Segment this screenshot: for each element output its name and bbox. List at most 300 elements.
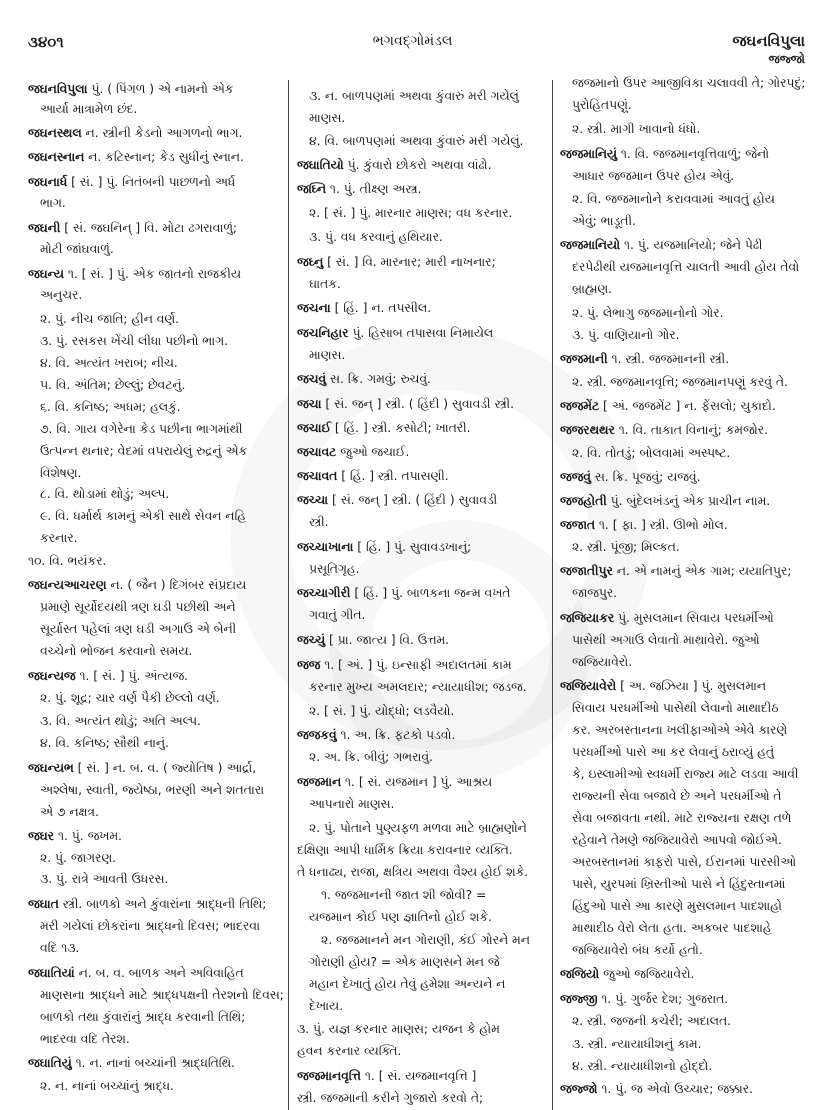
definition-text: ૨. પું. શૂદ્ર; ચાર વર્ણ પૈકી છેલ્લો વર્ણ. [40,691,220,705]
entry-headword-line [560,563,812,579]
headword: જઘાતિયો [297,158,344,172]
headword: જચનિહાર [297,326,349,340]
definition-text: ૨. સ્ત્રી. માગી ખાવાનો ધંધો. [572,122,701,136]
entry-headword-line [28,577,284,593]
entry-line [40,508,284,524]
entry-headword-line [28,668,284,684]
definition-text: ઉત્પન્ન થનાર; વેદમાં વપરાયેલું રુદ્રનું એક [40,444,248,458]
headword: જજાતીપુર [560,564,613,578]
entry-line [572,1013,812,1029]
entry-line [297,1090,549,1106]
running-title: ભગવદ્ગોમંડલ [372,33,453,49]
definition-text: પું. બુંદેલખંડનું એક પ્રાચીન નામ. [606,494,771,508]
definition-text: પુરોહિતપણું. [572,98,632,112]
definition-text: બાળકો તથા કુંવારાંનું શ્રાદ્ધ કરવાની તિથિ; [40,1010,246,1024]
definition-text: [ સં. ] ન. બ. વ. ( જ્યોતિષ ) આર્દ્રા, [73,761,257,775]
entry-line [572,788,812,804]
entry-headword-line [28,149,284,165]
definition-text: ૨. પું. નીચ જાતિ; હીન વર્ણ. [40,312,180,326]
entry-line [309,607,549,623]
headword: જચાઈ [297,421,331,435]
entry-line [572,654,812,670]
entry-line [572,259,812,275]
entry-headword-line [560,493,812,509]
definition-text: ૩. પું. રાત્રે આવતી ઉધરસ. [40,872,169,886]
definition-text: અનુચર. [40,288,83,302]
entry-line [309,347,549,363]
entry-line [572,632,812,648]
entry-headword-line [28,125,284,141]
definition-text: ૨. વિ. જજમાનોને કરાવવામાં આવતું હોય [572,192,775,206]
definition-text: ૧. [ સં. યજમાનવૃત્તિ ] [360,1069,477,1083]
definition-text: પાસેથી અગાઉ લેવાતો માથાવેરો. જુઓ [572,633,760,647]
headword: જચ્ચાગીરી [297,586,351,600]
definition-text: સ. ક્રિ. પૂજવું; યજવું. [590,470,701,484]
definition-text: માથાદીઠ વેરો લેતા હતા. અકબર પાદશાહે [572,921,772,935]
entry-headword-line [297,774,549,790]
definition-text: ૩. વિ. અત્યંત થોડું; અતિ અલ્પ. [40,714,201,728]
entry-headword-line [560,1081,812,1097]
headword: જજવું [560,470,591,484]
definition-text: ૨. [ સં. ] પું. મારનાર માણસ; વધ કરનાર. [309,206,513,220]
entry-headword-line [28,266,284,282]
entry-line [40,377,284,393]
dictionary-column-1 [28,0,284,1110]
entry-headword-line [560,422,812,438]
entry-line [309,205,549,221]
entry-line [309,976,549,992]
definition-text: [ હિં. ] સ્ત્રી. કસોટી; ખાતરી. [330,421,471,435]
column-divider [552,80,553,1110]
definition-text: પું. કુંવારો છોકરો અથવા વાંઢો. [343,158,492,172]
headword: જચા [297,397,322,411]
entry-headword-line [297,254,549,270]
definition-text: [ હિં. ] સ્ત્રી. તપાસણી. [337,469,449,483]
definition-text: સ. ક્રિ. ગમવું; રુચવું. [326,372,431,386]
entry-headword-line [560,146,812,162]
definition-text: ૧૦. વિ. ભયંકર. [28,554,107,568]
entry-line [309,561,549,577]
entry-line [572,539,812,555]
entry-headword-line [560,469,812,485]
definition-text: ૮. વિ. થોડામાં થોડું; અલ્પ. [40,487,170,501]
definition-text: ૩. પું. યજ્ઞ કરનાર માણસ; યજન કે હોમ [297,1022,500,1036]
definition-text: વચ્ચેનો ભોજન કરવાનો સમય. [40,644,193,658]
headword: જચવું [297,372,327,386]
definition-text: ૩. પું. વાણિયાનો ગોર. [572,328,680,342]
entry-headword-line [297,300,549,316]
entry-line [572,744,812,760]
dictionary-column-3 [560,0,812,1110]
headword: જઘન્યઆચરણ [28,578,107,592]
definition-text: ૨. પું. જાગરણ. [40,851,116,865]
entry-line [40,443,284,459]
entry-headword-line [297,325,549,341]
definition-text: દેખાય. [309,999,343,1013]
definition-text: તે ધનાઢ્ય, રાજા, ક્ષત્રિય અથવા વૈશ્ય હોઈ શકે. [297,865,529,879]
entry-line [309,514,549,530]
definition-text: ૧. પું. જખમ. [54,829,122,843]
definition-text: એવું; ભાડૂતી. [572,214,636,228]
entry-headword-line [28,965,284,981]
headword: જજમાન [297,775,342,789]
column-divider [288,80,289,1110]
definition-text: ૧. સ્ત્રી. જજમાનની સ્ત્રી. [607,352,730,366]
headword: જજહોતી [560,494,607,508]
definition-text: અરબસ્તાનમાં કાફરો પાસે, ઈરાનમાં પારસીઓ [572,855,796,869]
entry-line [309,954,549,970]
entry-line [40,465,284,481]
headword: જજિયાવેરો [560,679,617,693]
definition-text: [ અં. જજમેંટ ] ન. ફેંસલો; ચુકાદો. [599,399,776,413]
definition-text: ૩. ન. બાળપણમાં અથવા કુંવારું મરી ગયેલું [309,89,519,103]
entry-line [572,942,812,958]
headword: જચ્ચું [297,633,326,647]
entry-headword-line [560,678,812,694]
headword: જઘનસ્નાન [28,150,85,164]
definition-text: સ્ત્રી. બાળકો અને કુંવારાંના શ્રાદ્ધની તિથિ; [58,897,267,911]
definition-text: આધાર જજમાન ઉપર હોય એવું. [572,169,735,183]
headword: જઘન્યજ [28,669,76,683]
definition-text: ૪. વિ. કનિષ્ઠ; સૌથી નાનું. [40,736,169,750]
headword: જજિયો [560,967,600,981]
headword: જઘર [28,829,55,843]
headword: જઘનાર્ધ [28,175,68,189]
definition-text: યજમાન કોઈ પણ જ્ઞાતિનો હોઈ શકે. [309,910,492,924]
definition-text: માણસ. [309,348,346,362]
definition-text: ૧. વિ. તાકાત વિનાનું; કમજોર. [614,423,768,437]
entry-line [572,722,812,738]
definition-text: ૨. [ સં. ] પું. યોદ્ધો; લડવૈયો. [309,704,455,718]
definition-text: ન. એ નામનું એક ગામ; યયાતિપુર; [612,564,792,578]
entry-line [40,735,284,751]
definition-text: ગવાતું ગીત. [309,608,366,622]
entry-headword-line [297,727,549,743]
entry-line [309,229,549,245]
definition-text: ૧. વિ. જજમાનવૃત્તિવાળું; જેનો [616,147,770,161]
definition-text: ૨. વિ. તોતડું; બોલવામાં અસ્પષ્ટ. [572,446,731,460]
headword: જઘ્નુ [297,255,324,269]
entry-headword-line [297,539,549,555]
definition-text: માણસ. [309,111,346,125]
definition-text: માણસના શ્રાદ્ધને માટે શ્રાદ્ધપક્ષની તેરશનો દિવસ; [40,988,284,1002]
definition-text: ૩. પું. વધ કરવાનું હથિયાર. [309,230,443,244]
definition-text: હવન કરનાર વ્યક્તિ. [297,1044,402,1058]
definition-text: હિંદુઓ પાસે આ કારણે મુસલમાન પાદશાહો [572,899,782,913]
definition-text: [ અ. જઝિયા ] પું. મુસલમાન [616,679,767,693]
entry-line [40,940,284,956]
entry-line [309,796,549,812]
definition-text: કર. અરબસ્તાનના ખલીફાઓએ એવે કારણે [572,723,788,737]
entry-headword-line [28,828,284,844]
entry-headword-line [297,420,549,436]
definition-text: ૨. અ. ક્રિ. બીવું; ગભરાવું. [309,750,433,764]
headword: જઘાતિયું [28,1056,72,1070]
entry-line [297,864,549,880]
definition-text: ન. કટિસ્નાન; કેડ સુધીનું સ્નાન. [84,150,244,164]
entry-line [572,920,812,936]
entry-headword-line [297,585,549,601]
definition-text: ન. સ્ત્રીની કેડનો આગળનો ભાગ. [81,126,243,140]
entry-line [321,887,549,903]
entry-line [572,121,812,137]
definition-text: [ સં. ] વિ. મારનાર; મારી નાખનાર; [323,255,496,269]
entry-headword-line [560,991,812,1007]
definition-text: ૧. પું. તીક્ષ્ણ અસ્ત્ર. [326,182,422,196]
headword: જજાત [560,518,595,532]
headword: જચાવત [297,469,338,483]
headword: જઘનવિપુલા [28,82,88,96]
entry-line [572,445,812,461]
definition-text: જાજપુર. [572,586,618,600]
entry-line [309,110,549,126]
headword: જજકવું [297,728,337,742]
definition-text: દરપેઢીથી યજમાનવૃત્તિ ચાલતી આવી હોય તેવો [572,260,800,274]
definition-text: પું. ( પિંગળ ) એ નામનો એક [87,82,234,96]
definition-text: ૨. પું. લેભાગુ જજમાનોનો ગોર. [572,306,724,320]
definition-text: જુઓ જચાઈ. [336,445,410,459]
entry-headword-line [297,371,549,387]
headword: જઘનસ્થલ [28,126,82,140]
definition-text: જુઓ જજિયાવેરો. [599,967,695,981]
definition-text: [ હિં. ] ન. તપસીલ. [330,301,432,315]
definition-text: ૧. ન. નાનાં બચ્ચાંની શ્રાદ્ધતિથિ. [71,1056,235,1070]
entry-line [572,191,812,207]
headword: જઘની [28,221,61,235]
entry-headword-line [560,237,812,253]
definition-text: પું. મુસલમાન સિવાય પરધર્મીઓ [614,611,774,625]
headword: જજમાનિયો [560,238,621,252]
entry-line [40,871,284,887]
entry-line [40,782,284,798]
entry-line [572,75,812,91]
definition-text: વિશેષણ. [40,466,82,480]
guide-word-last: જજ્જો [768,52,805,66]
entry-line [297,1043,549,1059]
entry-line [40,621,284,637]
entry-line [40,1031,284,1047]
entry-line [40,195,284,211]
entry-headword-line [297,181,549,197]
definition-text: જજિયાવેરો. [572,655,633,669]
entry-line [40,1009,284,1025]
headword: જચ્ચા [297,493,329,507]
definition-text: સ્ત્રી. જજમાની કરીને ગુજારો કરવો તે; [297,1091,484,1105]
entry-line [572,281,812,297]
definition-text: એ ૭ નક્ષત્ર. [40,805,99,819]
definition-text: ૨. ન. નાનાં બચ્ચાંનું શ્રાદ્ધ. [40,1079,174,1093]
entry-headword-line [560,517,812,533]
headword: જઘન્ય [28,267,64,281]
headword: જચાવટ [297,445,337,459]
headword: જઘન્યભ [28,761,74,775]
entry-headword-line [297,657,549,673]
definition-text: ઘાતક. [309,277,341,291]
headword: જજિયાકર [560,611,615,625]
entry-headword-line [297,444,549,460]
entry-headword-line [297,157,549,173]
dictionary-column-2 [297,0,549,1110]
definition-text: ૧. [ ફા. ] સ્ત્રી. ઊભો મોલ. [595,518,728,532]
entry-line [572,168,812,184]
entry-headword-line [297,492,549,508]
entry-line [309,749,549,765]
definition-text: ૫. વિ. અંતિમ; છેલ્લું; છેવટનું. [40,378,186,392]
definition-text: આર્યા માત્રામેળ છંદ. [40,102,138,116]
definition-text: સ્ત્રી. [309,515,329,529]
definition-text: પાસે, યુરપમાં ખ્રિસ્તીઓ પાસે ને હિંદુસ્તાનમાં [572,877,786,891]
definition-text: દક્ષિણા આપી ધાર્મિક ક્રિયા કરાવનાર વ્યક્તિ. [297,843,513,857]
entry-line [572,305,812,321]
entry-headword-line [297,468,549,484]
entry-headword-line [560,610,812,626]
entry-line [309,276,549,292]
entry-line [40,1078,284,1094]
entry-line [572,585,812,601]
entry-headword-line [297,1068,549,1084]
definition-text: મોટી જાંઘવાળું. [40,242,114,256]
entry-line [40,486,284,502]
definition-text: ૯. વિ. ધર્માર્થ કામનું એકી સાથે સેવન નહિ [40,509,246,523]
definition-text: ૨. સ્ત્રી. પૂંજી; મિલ્કત. [572,540,680,554]
entry-line [40,690,284,706]
entry-line [572,810,812,826]
entry-line [28,553,284,569]
headword: જજ્જો [560,1082,598,1096]
definition-text: [ સં. જન્ ] સ્ત્રી. ( હિંદી ) સુવાવડી સ્ત્રી. [321,397,514,411]
entry-line [309,820,549,836]
entry-line [297,1021,549,1037]
entry-line [40,399,284,415]
definition-text: [ હિં. ] પું. બાળકના જન્મ વખતે [350,586,511,600]
definition-text: ૨. સ્ત્રી. જજની કચેરી; અદાલત. [572,1014,731,1028]
entry-line [40,355,284,371]
definition-text: કરનાર. [40,531,78,545]
entry-line [40,918,284,934]
headword: જચ્ચાખાના [297,540,354,554]
definition-text: ભાગ. [40,196,66,210]
entry-line [572,832,812,848]
entry-headword-line [560,966,812,982]
entry-line [40,241,284,257]
headword: જજ્જી [560,992,598,1006]
definition-text: જજમાનો ઉપર આજીવિકા ચલાવવી તે; ગોરપદું; [572,76,806,90]
headword: જજમાનિયું [560,147,617,161]
definition-text: ન. બ. વ. બાળક અને અવિવાહિત [74,966,244,980]
entry-line [572,854,812,870]
definition-text: જજિયાવેરો બંધ કર્યો હતો. [572,943,703,957]
entry-headword-line [28,896,284,912]
definition-text: ૨. પું. પોતાને પુણ્યફળ મળવા માટે બ્રાહ્મણોને [309,821,527,835]
definition-text: ૩. પું. રસકસ ખેંચી લીધા પછીનો ભાગ. [40,334,229,348]
entry-line [40,287,284,303]
entry-headword-line [297,632,549,648]
definition-text: કરનાર મુખ્ય અમલદાર; ન્યાયાધીશ; જડજ. [309,680,527,694]
entry-line [572,876,812,892]
entry-headword-line [28,1055,284,1071]
definition-text: રહેવાને તેમણે જજિયાવેરો આપવો જોઈએ. [572,833,782,847]
entry-line [309,679,549,695]
definition-text: ૭. વિ. ગાય વગેરેના કેડ પછીના ભાગમાંથી [40,422,243,436]
definition-text: કે, ઇસ્લામીઓ સ્વધર્મી રાજ્ય માટે લડવા આવી [572,767,799,781]
definition-text: બ્રાહ્મણ. [572,282,613,296]
definition-text: ૧. પું. યજમાનિયો; જેને પેઢી [620,238,763,252]
entry-line [40,333,284,349]
guide-word-first: જઘનવિપુલા [732,32,805,50]
entry-line [572,374,812,390]
definition-text: [ હિં. ] પું. સુવાવડખાનું; [353,540,472,554]
definition-text: ન. ( જૈન ) દિગંબર સંપ્રદાય [106,578,247,592]
definition-text: ૬. વિ. કનિષ્ઠ; અધમ; હલકું. [40,400,181,414]
definition-text: ૧. પું. ગુર્જર દેશ; ગુજરાત. [597,992,729,1006]
entry-line [40,987,284,1003]
entry-headword-line [297,396,549,412]
entry-line [40,530,284,546]
entry-line [309,998,549,1014]
entry-headword-line [28,81,284,97]
entry-line [40,713,284,729]
definition-text: ૧. અ. ક્રિ. ફટકો પડવો. [336,728,456,742]
headword: જજમાની [560,352,608,366]
definition-text: અશ્લેષા, સ્વાતી, જ્યેષ્ઠા, ભરણી અને શતતારા [40,783,265,797]
headword: જઘ્નિ [297,182,327,196]
page-number: ૩૪૦૧ [28,33,64,51]
definition-text: સેવા બજાવતા નથી. માટે રાજ્યના રક્ષણ તળે [572,811,792,825]
entry-line [572,1058,812,1074]
entry-line [572,700,812,716]
definition-text: [ સં. જઘનિન્ ] વિ. મોટા ઢગરાવાળું; [60,221,238,235]
entry-line [572,898,812,914]
definition-text: ૪. વિ. બાળપણમાં અથવા કુંવારું મરી ગયેલું. [309,134,524,148]
entry-line [309,88,549,104]
definition-text: પું. હિસાબ તપાસવા નિમાયેલ [348,326,494,340]
entry-line [40,599,284,615]
headword: જઘાત [28,897,59,911]
entry-line [321,932,549,948]
entry-headword-line [28,760,284,776]
definition-text: ૨. જજમાનને મન ગોરાણી, કંઈ ગોરને મન [321,933,530,947]
definition-text: સિવાય પરધર્મીઓ પાસેથી લેવાનો માથાદીઠ [572,701,779,715]
definition-text: આપનારો માણસ. [309,797,395,811]
definition-text: ૧. જજમાનની જાત શી જોવી? = [321,888,487,902]
entry-line [572,766,812,782]
definition-text: ૧. પું. જ એવો ઉચ્ચાર; જક્કાર. [597,1082,754,1096]
definition-text: મરી ગયેલાં છોકરાંના શ્રાદ્ધનો દિવસ; ભાદરવા [40,919,260,933]
definition-text: ૪. સ્ત્રી. ન્યાયાધીશનો હોદ્દો. [572,1059,713,1073]
headword: જજ [297,658,321,672]
entry-line [40,421,284,437]
definition-text: [ પ્રા. જાત્ય ] વિ. ઉત્તમ. [325,633,450,647]
definition-text: સૂર્યાસ્ત પહેલાં ત્રણ ઘડી અગાઉ એ બેની [40,622,237,636]
entry-line [40,101,284,117]
entry-line [309,909,549,925]
entry-headword-line [560,398,812,414]
definition-text: ૧. [ સં. ] પું. એક જાતનો રાજકીય [63,267,241,281]
entry-line [40,804,284,820]
headword: જચના [297,301,331,315]
entry-line [572,97,812,113]
entry-line [572,327,812,343]
definition-text: ૨. સ્ત્રી. જજમાનવૃત્તિ; જજમાનપણું કરવું તે. [572,375,788,389]
definition-text: પ્રસૂતિગૃહ. [309,562,360,576]
definition-text: [ સં. જન્ ] સ્ત્રી. ( હિંદી ) સુવાવડી [328,493,498,507]
headword: જજમાનવૃત્તિ [297,1069,361,1083]
entry-headword-line [560,351,812,367]
entry-line [309,133,549,149]
entry-line [309,703,549,719]
definition-text: ભાદરવા વદિ તેરશ. [40,1032,130,1046]
definition-text: ગોરાણી હોય? = એક માણસને મન જે [309,955,500,969]
